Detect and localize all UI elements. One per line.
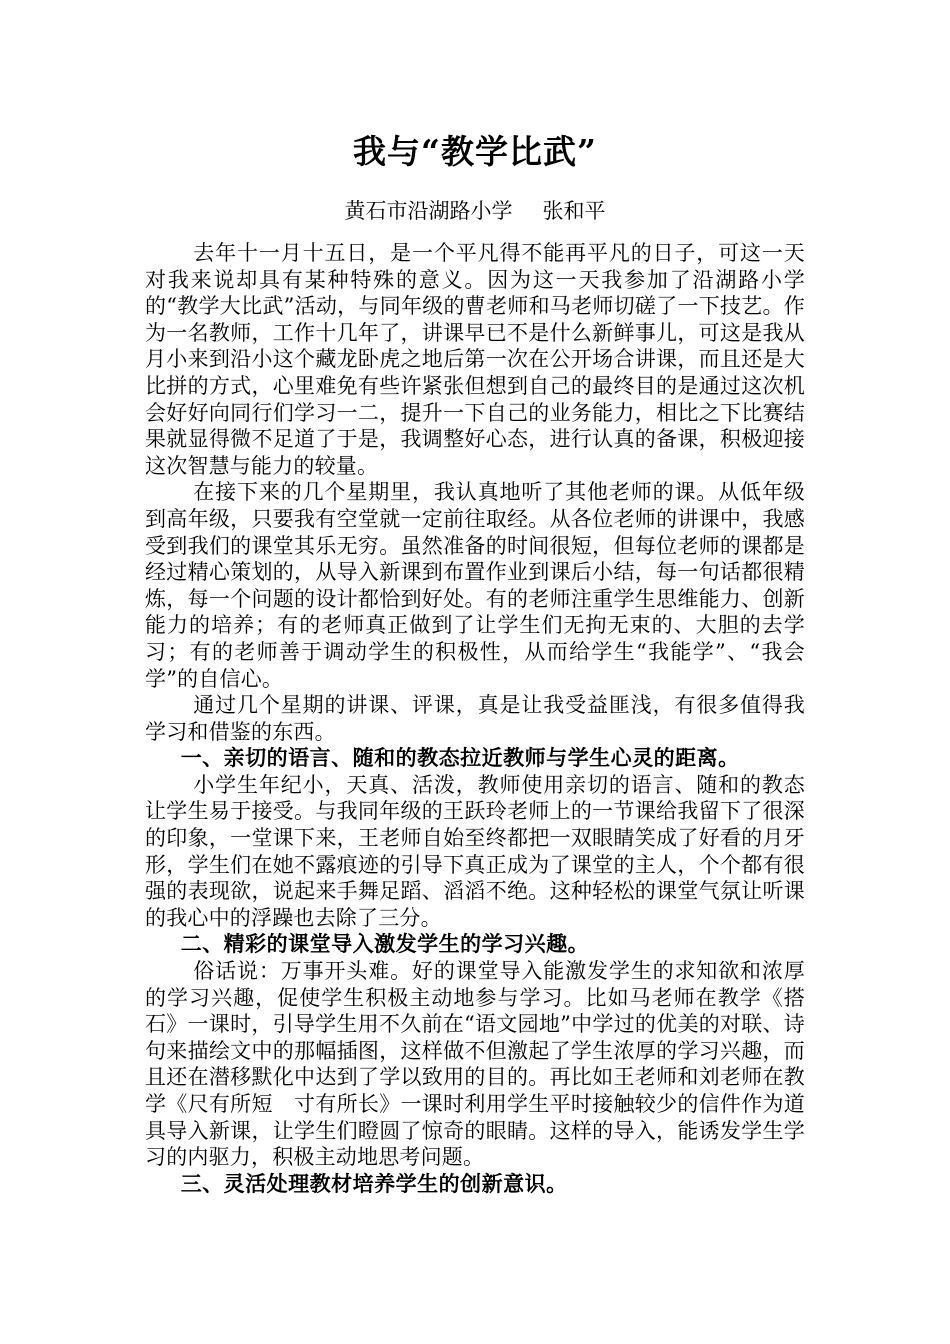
author-name: 张和平 [542, 199, 606, 223]
document-title: 我与“教学比武” [353, 132, 597, 171]
paragraph-summary: 通过几个星期的讲课、评课，真是让我受益匪浅，有很多值得我学习和借鉴的东西。 [145, 693, 805, 744]
paragraph-intro: 去年十一月十五日，是一个平凡得不能再平凡的日子，可这一天对我来说却具有某种特殊的意义。因为这一天我参加了沿湖路小学的“教学大比武”活动，与同年级的曹老师和马老师切磋了一下技艺。作为一名教师，工作十几年了，讲课早已不是什么新鲜事儿，可这是我从月小来到沿小这个藏龙卧虎之地后第一次在公开场合讲课，而且还是大比拼的方式，心里难免有些许紧张但想到自己的最终目的是通过这次机会好好向同行们学习一二，提升一下自己的业务能力，相比之下比赛结果就显得微不足道了于是，我调整好心态，进行认真的备课，积极迎接这次智慧与能力的较量。 [145, 241, 805, 478]
document-body [145, 240, 805, 1197]
section-heading-1: 一、亲切的语言、随和的教态拉近教师与学生心灵的距离。 [180, 745, 740, 771]
section-heading-3: 三、灵活处理教材培养学生的创新意识。 [180, 1170, 568, 1196]
author-school: 黄石市沿湖路小学 [344, 199, 513, 223]
paragraph-observation: 在接下来的几个星期里，我认真地听了其他老师的课。从低年级到高年级，只要我有空堂就一定前往取经。从各位老师的讲课中，我感受到我们的课堂其乐无穷。虽然准备的时间很短，但每位老师的课都是经过精心策划的，从导入新课到布置作业到课后小结，每一句话都很精炼，每一个问题的设计都恰到好处。有的老师注重学生思维能力、创新能力的培养；有的老师真正做到了让学生们无拘无束的、大胆的去学习；有的老师善于调动学生的积极性，从而给学生“我能学”、“我会学”的自信心。 [145, 480, 805, 691]
paragraph-section-2: 俗话说：万事开头难。好的课堂导入能激发学生的求知欲和浓厚的学习兴趣，促使学生积极主动地参与学习。比如马老师在教学《搭石》一课时，引导学生用不久前在“语文园地”中学过的优美的对联、诗句来描绘文中的那幅插图，这样做不但激起了学生浓厚的学习兴趣，而且还在潜移默化中达到了学以致用的目的。再比如王老师和刘老师在教学《尺有所短 寸有所长》一课时利用学生平时接触较少的信件作为道具导入新课，让学生们瞪圆了惊奇的眼睛。这样的导入，能诱发学生学习的内驱力，积极主动地思考问题。 [145, 959, 805, 1170]
author-line [0, 196, 950, 226]
section-heading-2: 二、精彩的课堂导入激发学生的学习兴趣。 [180, 931, 590, 957]
paragraph-section-1: 小学生年纪小，天真、活泼，教师使用亲切的语言、随和的教态让学生易于接受。与我同年级的王跃玲老师上的一节课给我留下了很深的印象，一堂课下来，王老师自始至终都把一双眼睛笑成了好看的月牙形，学生们在她不露痕迹的引导下真正成为了课堂的主人，个个都有很强的表现欲，说起来手舞足蹈、滔滔不绝。这种轻松的课堂气氛让听课的我心中的浮躁也去除了三分。 [145, 772, 805, 930]
